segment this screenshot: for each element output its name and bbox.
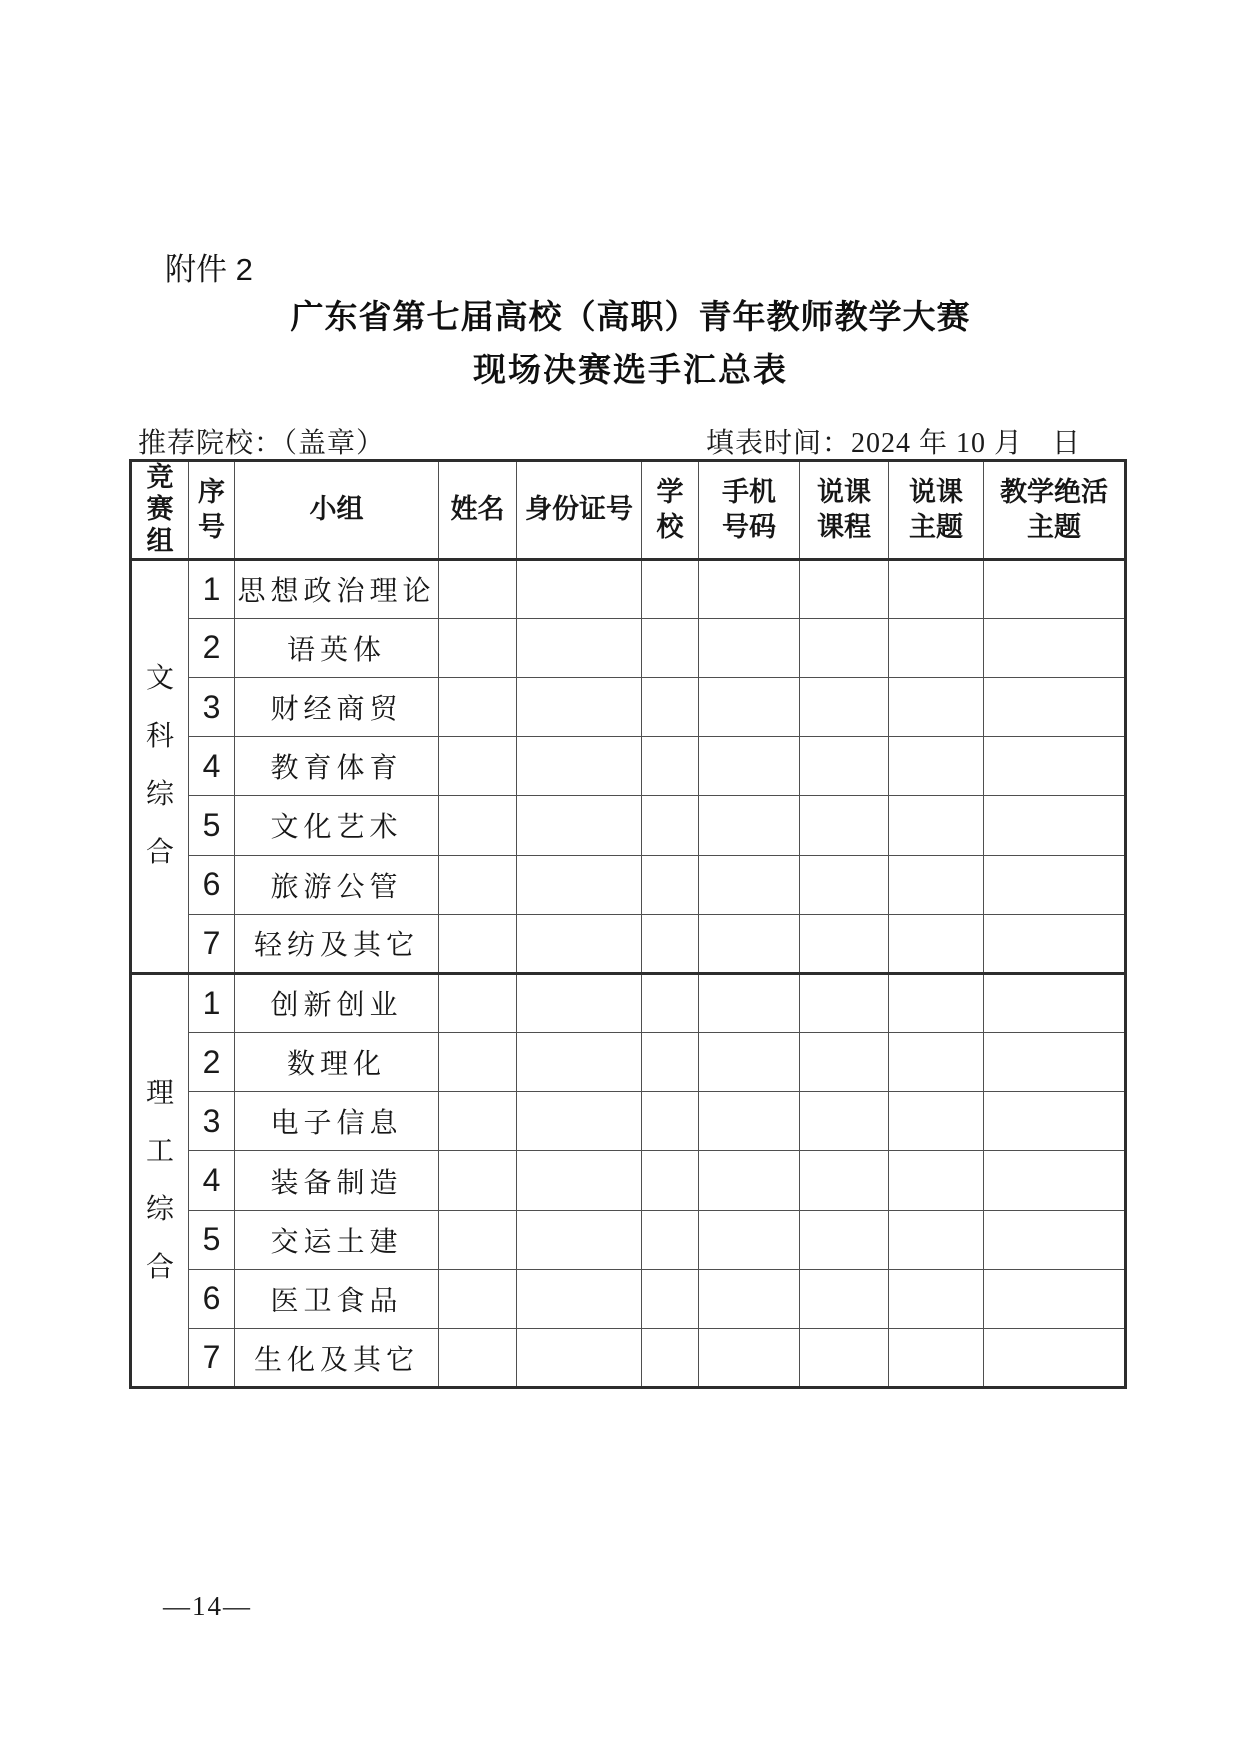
fill-date-label: 填表时间：2024 年 10 月 日 <box>706 428 1082 459</box>
cell-specialty-topic <box>984 1329 1126 1388</box>
subgroup-cell: 语英体 <box>235 618 439 677</box>
cell-specialty-topic <box>984 677 1126 736</box>
header-mobile <box>699 461 800 560</box>
subgroup-cell: 医卫食品 <box>235 1269 439 1328</box>
header-school-text: 学校 <box>656 476 684 542</box>
cell-specialty-topic <box>984 618 1126 677</box>
cell-id-number <box>517 1033 642 1092</box>
header-id-number <box>517 461 642 560</box>
seq-cell: 4 <box>189 1151 235 1210</box>
cell-school <box>642 1269 699 1328</box>
table-row <box>131 1092 1126 1151</box>
table-row <box>131 677 1126 736</box>
table-row <box>131 1033 1126 1092</box>
subgroup-cell: 文化艺术 <box>235 796 439 855</box>
seq-cell: 1 <box>189 973 235 1032</box>
seq-cell: 6 <box>189 855 235 914</box>
seq-cell: 3 <box>189 1092 235 1151</box>
cell-school <box>642 618 699 677</box>
subgroup-cell: 电子信息 <box>235 1092 439 1151</box>
header-lecture-course-text: 说课课程 <box>816 476 871 542</box>
cell-id-number <box>517 559 642 618</box>
subgroup-cell: 交运土建 <box>235 1210 439 1269</box>
cell-id-number <box>517 1210 642 1269</box>
cell-name <box>439 1210 517 1269</box>
table-row <box>131 1329 1126 1388</box>
cell-lecture-topic <box>889 677 984 736</box>
recommend-school-label: 推荐院校：（盖章） <box>138 428 386 459</box>
table-row <box>131 1269 1126 1328</box>
cell-mobile <box>699 737 800 796</box>
cell-specialty-topic <box>984 1151 1126 1210</box>
cell-lecture-course <box>800 1210 889 1269</box>
header-lecture-topic <box>889 461 984 560</box>
cell-school <box>642 559 699 618</box>
cell-mobile <box>699 1092 800 1151</box>
cell-specialty-topic <box>984 973 1126 1032</box>
table-row <box>131 973 1126 1032</box>
seq-cell: 1 <box>189 559 235 618</box>
subgroup-cell: 旅游公管 <box>235 855 439 914</box>
cell-lecture-course <box>800 1269 889 1328</box>
seq-cell: 2 <box>189 1033 235 1092</box>
cell-mobile <box>699 973 800 1032</box>
cell-id-number <box>517 677 642 736</box>
cell-name <box>439 737 517 796</box>
seq-cell: 5 <box>189 1210 235 1269</box>
cell-school <box>642 973 699 1032</box>
table-row <box>131 559 1126 618</box>
header-row <box>131 461 1126 560</box>
subgroup-cell: 装备制造 <box>235 1151 439 1210</box>
document-title: 广东省第七届高校（高职）青年教师教学大赛 <box>290 300 971 336</box>
seq-cell: 7 <box>189 1329 235 1388</box>
table-row <box>131 914 1126 973</box>
cell-lecture-topic <box>889 618 984 677</box>
cell-specialty-topic <box>984 855 1126 914</box>
subgroup-cell: 思想政治理论 <box>235 559 439 618</box>
cell-lecture-topic <box>889 973 984 1032</box>
cell-school <box>642 1210 699 1269</box>
cell-name <box>439 973 517 1032</box>
cell-lecture-course <box>800 1033 889 1092</box>
cell-name <box>439 796 517 855</box>
group-cell-science-engineering <box>131 973 189 1387</box>
cell-school <box>642 1151 699 1210</box>
cell-school <box>642 914 699 973</box>
seq-cell: 6 <box>189 1269 235 1328</box>
cell-mobile <box>699 1151 800 1210</box>
cell-mobile <box>699 618 800 677</box>
cell-name <box>439 914 517 973</box>
cell-lecture-course <box>800 1329 889 1388</box>
header-competition-group <box>131 461 189 560</box>
cell-lecture-topic <box>889 1210 984 1269</box>
cell-mobile <box>699 559 800 618</box>
cell-name <box>439 677 517 736</box>
header-name-text: 姓名 <box>450 494 505 525</box>
cell-id-number <box>517 1151 642 1210</box>
cell-specialty-topic <box>984 1033 1126 1092</box>
subgroup-cell: 财经商贸 <box>235 677 439 736</box>
cell-lecture-course <box>800 914 889 973</box>
header-seq-no <box>189 461 235 560</box>
cell-school <box>642 677 699 736</box>
cell-lecture-topic <box>889 737 984 796</box>
cell-school <box>642 855 699 914</box>
cell-school <box>642 1033 699 1092</box>
header-specialty-topic-text: 教学绝活主题 <box>1000 476 1108 542</box>
subgroup-cell: 数理化 <box>235 1033 439 1092</box>
cell-lecture-topic <box>889 914 984 973</box>
cell-school <box>642 1092 699 1151</box>
header-specialty-topic <box>984 461 1126 560</box>
group-label-science-engineering: 理工综合 <box>145 1077 174 1283</box>
subgroup-cell: 轻纺及其它 <box>235 914 439 973</box>
header-seq-no-text: 序号 <box>197 476 225 542</box>
subgroup-cell: 生化及其它 <box>235 1329 439 1388</box>
cell-school <box>642 796 699 855</box>
header-competition-group-text: 竞赛组 <box>146 462 174 556</box>
table-row <box>131 737 1126 796</box>
subgroup-cell: 教育体育 <box>235 737 439 796</box>
cell-specialty-topic <box>984 914 1126 973</box>
seq-cell: 4 <box>189 737 235 796</box>
cell-lecture-topic <box>889 1329 984 1388</box>
cell-lecture-topic <box>889 796 984 855</box>
cell-specialty-topic <box>984 737 1126 796</box>
cell-lecture-course <box>800 1092 889 1151</box>
page-number: —14— <box>163 1591 252 1621</box>
cell-specialty-topic <box>984 1210 1126 1269</box>
cell-specialty-topic <box>984 796 1126 855</box>
cell-mobile <box>699 1033 800 1092</box>
cell-lecture-course <box>800 618 889 677</box>
cell-specialty-topic <box>984 1269 1126 1328</box>
attachment-label: 附件 2 <box>165 252 253 287</box>
header-name <box>439 461 517 560</box>
cell-lecture-course <box>800 796 889 855</box>
document-subtitle: 现场决赛选手汇总表 <box>473 353 788 389</box>
table-row <box>131 618 1126 677</box>
cell-lecture-topic <box>889 1033 984 1092</box>
group-cell-liberal-arts <box>131 559 189 973</box>
cell-id-number <box>517 855 642 914</box>
header-subgroup <box>235 461 439 560</box>
table-row <box>131 1151 1126 1210</box>
cell-mobile <box>699 1329 800 1388</box>
cell-lecture-course <box>800 855 889 914</box>
contestant-roster-table <box>129 459 1127 1389</box>
cell-id-number <box>517 1329 642 1388</box>
cell-id-number <box>517 1269 642 1328</box>
cell-id-number <box>517 737 642 796</box>
cell-specialty-topic <box>984 559 1126 618</box>
cell-name <box>439 1151 517 1210</box>
seq-cell: 3 <box>189 677 235 736</box>
cell-id-number <box>517 1092 642 1151</box>
cell-mobile <box>699 677 800 736</box>
cell-lecture-course <box>800 559 889 618</box>
cell-mobile <box>699 796 800 855</box>
header-lecture-topic-text: 说课主题 <box>908 476 963 542</box>
cell-name <box>439 618 517 677</box>
group-label-liberal-arts: 文科综合 <box>145 663 174 869</box>
cell-lecture-course <box>800 677 889 736</box>
header-mobile-text: 手机号码 <box>721 476 776 542</box>
cell-lecture-topic <box>889 1092 984 1151</box>
table-row <box>131 796 1126 855</box>
cell-lecture-topic <box>889 1151 984 1210</box>
seq-cell: 7 <box>189 914 235 973</box>
cell-name <box>439 559 517 618</box>
cell-name <box>439 1269 517 1328</box>
subgroup-cell: 创新创业 <box>235 973 439 1032</box>
cell-mobile <box>699 855 800 914</box>
header-lecture-course <box>800 461 889 560</box>
cell-mobile <box>699 1269 800 1328</box>
header-subgroup-text: 小组 <box>309 494 364 525</box>
cell-id-number <box>517 618 642 677</box>
seq-cell: 2 <box>189 618 235 677</box>
cell-id-number <box>517 973 642 1032</box>
cell-name <box>439 855 517 914</box>
cell-lecture-topic <box>889 855 984 914</box>
header-school <box>642 461 699 560</box>
cell-school <box>642 1329 699 1388</box>
table-row <box>131 855 1126 914</box>
cell-name <box>439 1092 517 1151</box>
cell-specialty-topic <box>984 1092 1126 1151</box>
table-row <box>131 1210 1126 1269</box>
cell-lecture-course <box>800 737 889 796</box>
seq-cell: 5 <box>189 796 235 855</box>
cell-school <box>642 737 699 796</box>
cell-id-number <box>517 796 642 855</box>
cell-id-number <box>517 914 642 973</box>
cell-lecture-topic <box>889 559 984 618</box>
header-id-number-text: 身份证号 <box>525 494 633 525</box>
cell-mobile <box>699 914 800 973</box>
cell-mobile <box>699 1210 800 1269</box>
cell-name <box>439 1329 517 1388</box>
cell-lecture-course <box>800 973 889 1032</box>
cell-lecture-topic <box>889 1269 984 1328</box>
cell-name <box>439 1033 517 1092</box>
cell-lecture-course <box>800 1151 889 1210</box>
